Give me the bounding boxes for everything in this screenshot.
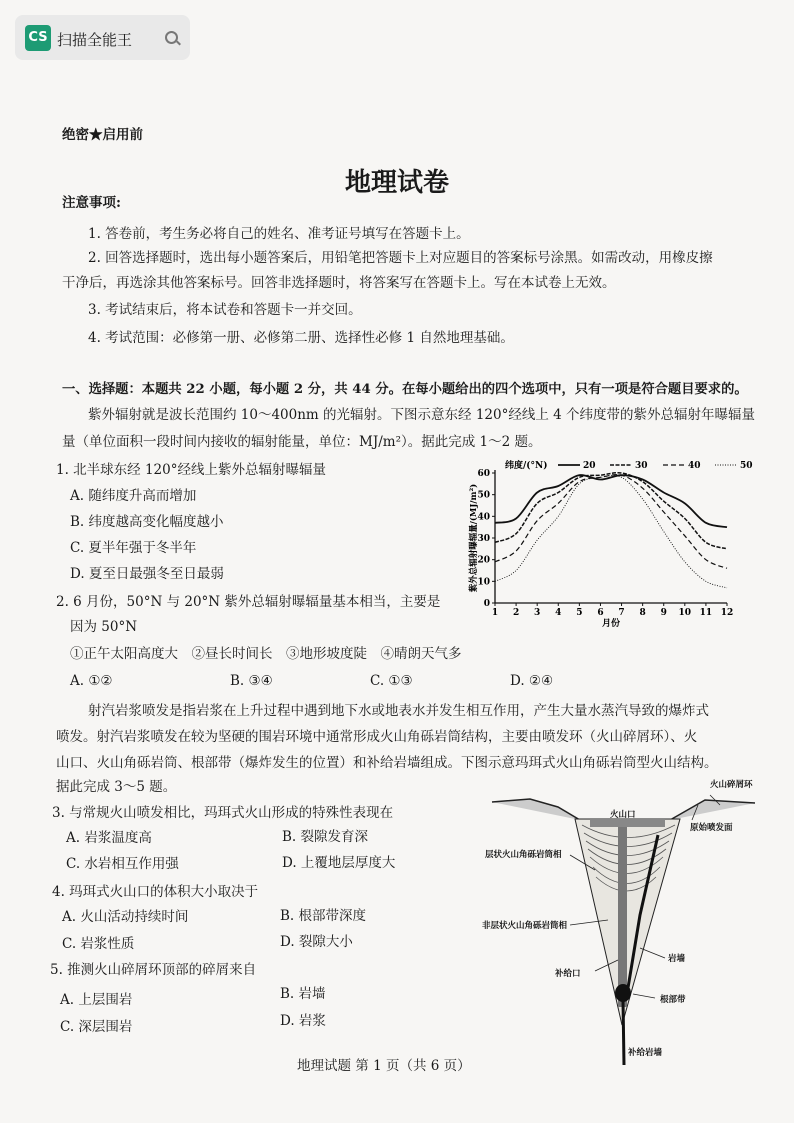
maar-volcano-diagram [470, 775, 770, 1065]
x-tick-label: 11 [699, 608, 713, 618]
x-tick-label: 4 [555, 608, 562, 618]
series-line-50 [495, 475, 727, 587]
label-layered-breccia: 层状火山角砾岩筒相 [485, 850, 562, 860]
y-tick-label: 40 [477, 512, 490, 523]
q2-option-d: D. ②④ [510, 673, 554, 689]
q5-option-b: B. 岩墙 [280, 986, 326, 1002]
label-nonlayered-breccia: 非层状火山角砾岩筒相 [482, 921, 568, 931]
q1-option-b: B. 纬度越高变化幅度越小 [70, 514, 224, 530]
label-debris-ring: 火山碎屑环 [710, 780, 753, 790]
label-feeder-dike: 补给岩墙 [628, 1048, 663, 1058]
crater-fill [590, 819, 665, 827]
passage2-line: 山口、火山角砾岩筒、根部带（爆炸发生的位置）和补给岩墙组成。下图示意玛珥式火山角砾岩筒型火山结构。 [56, 755, 718, 771]
series-line-40 [495, 475, 727, 569]
legend-label-20: 20 [583, 461, 596, 471]
q1-option-d: D. 夏至日最强冬至日最弱 [70, 566, 224, 582]
y-tick-label: 20 [477, 555, 490, 566]
page-footer: 地理试题 第 1 页（共 6 页） [297, 1058, 471, 1074]
q2-option-a: A. ①② [70, 673, 113, 689]
q5-option-c: C. 深层围岩 [60, 1019, 133, 1035]
x-axis-label: 月份 [601, 619, 621, 629]
label-root-zone: 根部带 [660, 995, 686, 1005]
note-4: 4. 考试范围：必修第一册、必修第二册、选择性必修 1 自然地理基础。 [88, 330, 514, 346]
x-tick-label: 6 [597, 608, 604, 618]
feeder-dike [623, 1000, 624, 1065]
note-2: 2. 回答选择题时，选出每小题答案后，用铅笔把答题卡上对应题目的答案标号涂黑。如需改动，用橡皮擦 [88, 250, 713, 266]
passage2-line: 射汽岩浆喷发是指岩浆在上升过程中遇到地下水或地表水并发生相互作用，产生大量水蒸汽导致的爆炸式 [88, 703, 709, 719]
feeder-conduit [618, 827, 627, 1007]
page-title: 地理试卷 [344, 168, 449, 198]
label-eruption-surface: 原始喷发面 [690, 823, 733, 833]
x-tick-label: 3 [534, 608, 541, 618]
x-tick-label: 12 [720, 608, 734, 618]
q3-option-a: A. 岩浆温度高 [66, 830, 152, 846]
y-tick-label: 0 [483, 599, 490, 609]
legend-label-50: 50 [740, 461, 753, 471]
q2-stem-cont: 因为 50°N [70, 619, 138, 635]
q4-option-c: C. 岩浆性质 [62, 936, 135, 952]
q2-factors: ①正午太阳高度大 ②昼长时间长 ③地形坡度陡 ④晴朗天气多 [70, 646, 462, 662]
q4-option-b: B. 根部带深度 [280, 908, 367, 924]
note-2-cont: 干净后，再选涂其他答案标号。回答非选择题时，将答案写在答题卡上。写在本试卷上无效。 [62, 275, 616, 291]
y-axis-label: 紫外总辐射曝辐量/(MJ/m²) [469, 483, 479, 593]
notes-heading: 注意事项: [62, 195, 121, 211]
q1-option-c: C. 夏半年强于冬半年 [70, 540, 197, 556]
x-tick-label: 8 [639, 608, 646, 618]
cs-logo: CS [25, 25, 51, 51]
app-name: 扫描全能王 [57, 31, 133, 49]
label-dike: 岩墙 [668, 954, 686, 964]
legend-title: 纬度/(°N) [505, 461, 548, 471]
q4-option-a: A. 火山活动持续时间 [62, 909, 189, 925]
passage2-line: 据此完成 3～5 题。 [56, 779, 177, 795]
uv-radiation-chart [460, 455, 770, 630]
x-tick-label: 7 [618, 608, 625, 618]
q5-stem: 5. 推测火山碎屑环顶部的碎屑来自 [50, 962, 257, 978]
chart-axes [495, 470, 727, 603]
legend-label-30: 30 [635, 461, 648, 471]
app-badge[interactable] [15, 15, 190, 60]
q4-stem: 4. 玛珥式火山口的体积大小取决于 [52, 884, 259, 900]
q2-option-c: C. ①③ [370, 673, 413, 689]
q3-stem: 3. 与常规火山喷发相比，玛珥式火山形成的特殊性表现在 [52, 805, 394, 821]
passage1-line: 量（单位面积一段时间内接收的辐射能量，单位：MJ/m²）。据此完成 1～2 题。 [62, 434, 542, 450]
y-tick-label: 30 [477, 534, 490, 544]
q5-option-a: A. 上层围岩 [60, 992, 133, 1008]
ground-surface-right [670, 800, 755, 820]
q3-option-b: B. 裂隙发育深 [282, 829, 369, 845]
y-tick-label: 50 [477, 490, 490, 501]
note-1: 1. 答卷前，考生务必将自己的姓名、准考证号填写在答题卡上。 [88, 226, 470, 242]
y-tick-label: 60 [477, 469, 490, 479]
legend-label-40: 40 [688, 461, 701, 471]
q1-stem: 1. 北半球东经 120°经线上紫外总辐射曝辐量 [56, 462, 326, 478]
x-tick-label: 2 [512, 608, 520, 618]
label-crater: 火山口 [610, 810, 636, 820]
q2-stem: 2. 6 月份，50°N 与 20°N 紫外总辐射曝辐量基本相当，主要是 [56, 594, 441, 610]
q4-option-d: D. 裂隙大小 [280, 934, 353, 950]
secret-label: 绝密★启用前 [62, 127, 143, 143]
note-3: 3. 考试结束后，将本试卷和答题卡一并交回。 [88, 302, 362, 318]
q3-option-c: C. 水岩相互作用强 [66, 856, 179, 872]
q2-option-b: B. ③④ [230, 673, 273, 689]
x-tick-label: 1 [491, 608, 499, 618]
q1-option-a: A. 随纬度升高而增加 [70, 488, 197, 504]
x-tick-label: 9 [660, 608, 667, 618]
y-tick-label: 10 [477, 577, 490, 588]
series-line-20 [495, 475, 727, 527]
section-heading: 一、选择题：本题共 22 小题，每小题 2 分，共 44 分。在每小题给出的四个选项中，只有一项是符合题目要求的。 [62, 382, 748, 397]
q3-option-d: D. 上覆地层厚度大 [282, 855, 396, 871]
ground-surface-left [492, 799, 580, 820]
x-tick-label: 5 [576, 608, 583, 618]
passage2-line: 喷发。射汽岩浆喷发在较为坚硬的围岩环境中通常形成火山角砾岩筒结构，主要由喷发环（火山碎屑环）、火 [56, 729, 698, 745]
x-tick-label: 10 [678, 608, 692, 618]
search-icon[interactable] [165, 31, 178, 44]
q5-option-d: D. 岩浆 [280, 1013, 326, 1029]
root-zone [615, 984, 631, 1002]
label-feeder: 补给口 [555, 969, 581, 979]
passage1-line: 紫外辐射就是波长范围约 10～400nm 的光辐射。下图示意东经 120°经线上 4 个纬度带的紫外总辐射年曝辐量 [88, 407, 756, 423]
